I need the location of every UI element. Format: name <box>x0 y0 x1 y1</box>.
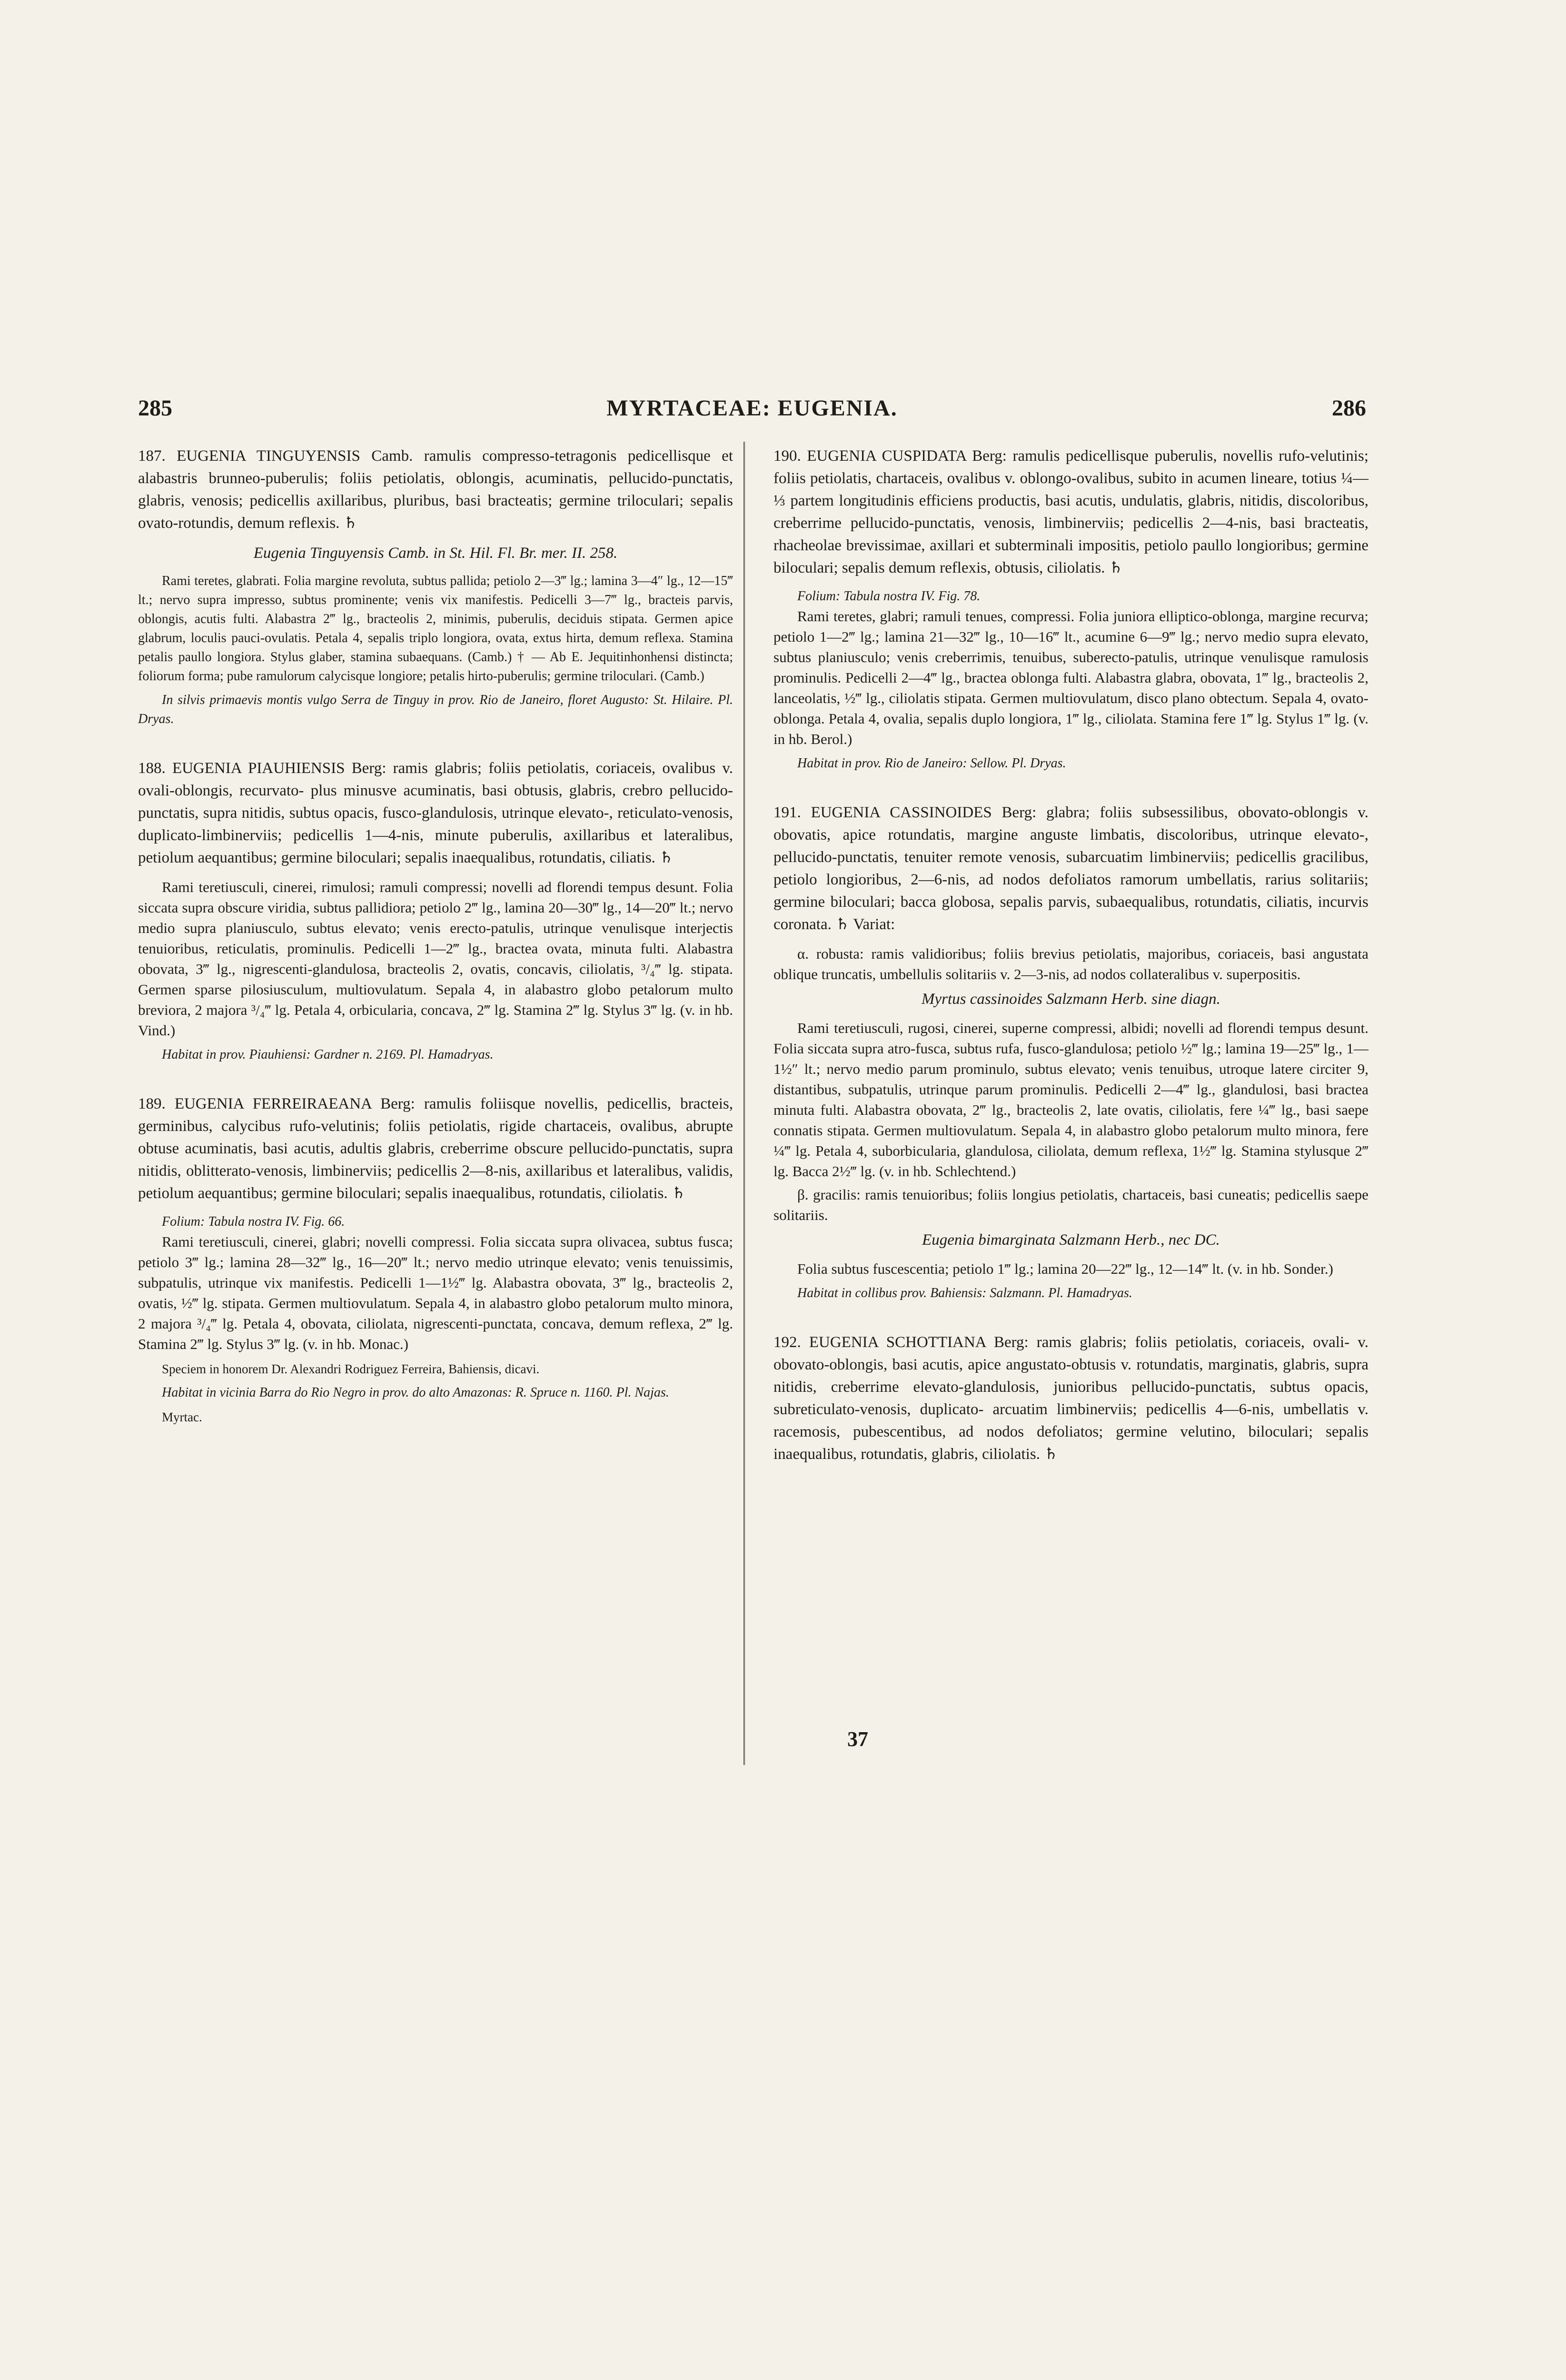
species-191-description: Rami teretiusculi, rugosi, cinerei, superne compressi, albidi; novelli ad florendi tempus desunt. Folia siccata supra atro-fusca, subtus rufa, fusco-glandulosa; petiolo ½‴ lg.; lamina 19—25‴ lg., 1—1½″ lt.; nervo medio parum prominulo, subtus elevato; venis tenuibus, utroque latere circiter 9, distantibus, subpatulis, utrinque parum prominulis. Pedicelli 2—4‴ lg., glandulosi, basi bractea minuta fulti. Alabastra obovata, 2‴ lg., bracteolis 2, late ovatis, ciliolatis, fere ¼‴ lg., basi saepe connatis stipata. Germen multiovulatum. Sepala 4, in alabastro globo petalorum multo minora, fere ¼‴ lg. Petala 4, suborbicularia, glandulosa, ciliolata, demum reflexa, 1½‴ lg. Stamina stylusque 2‴ lg. Bacca 2½‴ lg. (v. in hb. Schlechtend.) <box>773 1020 1368 1180</box>
running-header <box>138 395 1366 433</box>
species-188-diagnosis: 188. EUGENIA PIAUHIENSIS Berg: ramis glabris; foliis petiolatis, coriaceis, ovalibus v. ovali-oblongis, recurvato- plus minusve acuminatis, basi obtusis, glabris, crebro pellucido-punctatis, supra nitidis, subtus opacis, fusco-glandulosis, utrinque elevato-, reticulato-venosis, duplicato-limbinerviis; pedicellis 1—4-nis, minute puberulis, axillaribus et lateralibus, petiolum aequantibus; germine biloculari; sepalis inaequalibus, rotundatis, ciliatis. ♄ <box>138 760 733 866</box>
gathering-signature: 37 <box>847 1727 868 1751</box>
species-188-description: Rami teretiusculi, cinerei, rimulosi; ramuli compressi; novelli ad florendi tempus desunt. Folia siccata supra obscure viridia, subtus pallidiora; petiolo 2‴ lg., lamina 20—30‴ lg., 14—20‴ lt.; nervo medio supra planiusculo, subtus elevato; venis erecto-patulis, utrinque venulisque interjectis tenuioribus, reticulatis, prominulis. Pedicelli 1—2‴ lg., bractea ovata, minuta fulti. Alabastra obovata, 3‴ lg., nigrescenti-glandulosa, bracteolis 2, ovatis, concavis, ciliolatis, ³/₄‴ lg. stipata. Germen sparse pilosiusculum, multiovulatum. Sepala 4, in alabastro globo petalorum multo breviora, 2 majora ³/₄‴ lg. Petala 4, orbicularia, concava, 2‴ lg. Stamina 2‴ lg. Stylus 3‴ lg. (v. in hb. Vind.) <box>138 879 733 1039</box>
species-191-variety-beta: β. gracilis: ramis tenuioribus; foliis longius petiolatis, chartaceis, basi cuneatis; pedicellis saepe solitariis. <box>773 1186 1368 1223</box>
species-189-description: Rami teretiusculi, cinerei, glabri; novelli compressi. Folia siccata supra olivacea, subtus fusca; petiolo 3‴ lg.; lamina 28—32‴ lg., 16—20‴ lt.; nervo medio utrinque elevato; venis tenuissimis, subpatulis, utrinque vix manifestis. Pedicelli 1—1½‴ lg. Alabastra obovata, 3‴ lg., bracteolis 2, ovatis, ½‴ lg. stipata. Germen multiovulatum. Sepala 4, in alabastro globo petalorum multo minora, 2 majora ³/₄‴ lg. Petala 4, obovata, ciliolata, nigrescenti-punctata, concava, demum reflexa, 2‴ lg. Stamina 2‴ lg. Stylus 3‴ lg. (v. in hb. Monac.) <box>138 1233 733 1352</box>
species-189-figure-ref: Folium: Tabula nostra IV. Fig. 66. <box>162 1214 345 1229</box>
page-number-right: 286 <box>1332 396 1366 421</box>
species-191-synonym-2: Eugenia bimarginata Salzmann Herb., nec DC. <box>922 1231 1220 1249</box>
species-190-figure-ref: Folium: Tabula nostra IV. Fig. 78. <box>797 589 981 604</box>
species-189-dedication: Speciem in honorem Dr. Alexandri Rodriguez Ferreira, Bahiensis, dicavi. <box>162 1362 540 1376</box>
species-190-description: Rami teretes, glabri; ramuli tenues, compressi. Folia juniora elliptico-oblonga, margine recurva; petiolo 1—2‴ lg.; lamina 21—32‴ lg., 10—16‴ lt., acumine 6—9‴ lg.; nervo medio supra elevato, subtus planiusculo; venis creberrimis, tenuibus, suberecto-patulis, utrinque venulisque ramulosis prominulis. Pedicelli 2—4‴ lg., bractea oblonga fulti. Alabastra glabra, obovata, 1‴ lg., bracteolis 2, lanceolatis, ½‴ lg., ciliolatis stipata. Germen multiovulatum, disco plano obtectum. Sepala 4, ovato-oblonga. Petala 4, ovalia, sepalis duplo longiora, 1‴ lg., ciliolata. Stamina fere 1‴ lg. Stylus 1‴ lg. (v. in hb. Berol.) <box>773 608 1368 747</box>
species-187-habitat: In silvis primaevis montis vulgo Serra de Tinguy in prov. Rio de Janeiro, floret Augusto: St. Hilaire. Pl. Dryas. <box>138 693 733 726</box>
page-number-left: 285 <box>138 396 172 421</box>
species-191-description-2: Folia subtus fuscescentia; petiolo 1‴ lg.; lamina 20—22‴ lg., 12—14‴ lt. (v. in hb. Sonder.) <box>797 1260 1333 1277</box>
species-187-description: Rami teretes, glabrati. Folia margine revoluta, subtus pallida; petiolo 2—3‴ lg.; lamina 3—4″ lg., 12—15‴ lt.; nervo supra impresso, subtus prominente; venis vix manifestis. Pedicelli 3—7‴ lg., bracteis parvis, oblongis, acutis fulti. Alabastra 2‴ lg., bracteolis 2, minimis, puberulis, deciduis stipata. Germen apice glabrum, loculis pauci-ovulatis. Petala 4, sepalis triplo longiora, ovata, extus hirta, demum reflexa. Stamina petalis paullo longiora. Stylus glaber, stamina subaequans. (Camb.) † — Ab E. Jequitinhonhensi distincta; foliorum forma; pube ramulorum calycisque longiore; petalis hirto-puberulis; germine triloculari. (Camb.) <box>138 574 733 684</box>
species-192-diagnosis: 192. EUGENIA SCHOTTIANA Berg: ramis glabris; foliis petiolatis, coriaceis, ovali- v. obovato-oblongis, basi acutis, apice angustato-obtusis v. rotundatis, marginatis, glabris, supra nitidis, creberrime elevato-glandulosis, junioribus pellucido-punctatis, subtus opacis, subreticulato-venosis, duplicato- arcuatim limbinerviis; pedicellis 4—6-nis, umbellatis v. racemosis, pubescentibus, ad nodos defoliatos; germine velutino, biloculari; sepalis inaequalibus, rotundatis, glabris, ciliolatis. ♄ <box>773 1334 1368 1463</box>
species-191-variety-alpha: α. robusta: ramis validioribus; foliis brevius petiolatis, majoribus, coriaceis, basi angustata oblique truncatis, umbellulis solitariis v. 2—3-nis, ad nodos collateralibus v. superpositis. <box>773 945 1368 982</box>
species-187-synonym: Eugenia Tinguyensis Camb. in St. Hil. Fl. Br. mer. II. 258. <box>253 545 618 562</box>
running-title: MYRTACEAE: EUGENIA. <box>606 396 898 421</box>
species-191-synonym: Myrtus cassinoides Salzmann Herb. sine diagn. <box>922 991 1220 1008</box>
column-divider <box>743 442 745 1765</box>
species-187-diagnosis: 187. EUGENIA TINGUYENSIS Camb. ramulis compresso-tetragonis pedicellisque et alabastris brunneo-puberulis; foliis petiolatis, oblongis, acuminatis, pellucido-punctatis, glabris, venosis; pedicellis axillaribus, pluribus, basi bracteatis; germine triloculari; sepalis ovato-rotundis, demum reflexis. ♄ <box>138 447 733 532</box>
species-190-habitat: Habitat in prov. Rio de Janeiro: Sellow. Pl. Dryas. <box>797 756 1066 771</box>
species-189-diagnosis: 189. EUGENIA FERREIRAEANA Berg: ramulis foliisque novellis, pedicellis, bracteis, germinibus, calycibus rufo-velutinis; foliis petiolatis, rigide chartaceis, ovalibus, abrupte obtuse acuminatis, basi acutis, adultis glabris, creberrime obscure pellucido-punctatis, supra nitidis, oblitterato-venosis, limbinerviis; pedicellis 2—8-nis, axillaribus et lateralibus, validis, petiolum aequantibus; germine biloculari; sepalis inaequalibus, rotundatis, ciliolatis. ♄ <box>138 1095 733 1202</box>
species-189-habitat: Habitat in vicinia Barra do Rio Negro in prov. do alto Amazonas: R. Spruce n. 1160. Pl. Najas. <box>162 1385 669 1400</box>
species-191-habitat: Habitat in collibus prov. Bahiensis: Salzmann. Pl. Hamadryas. <box>797 1286 1132 1300</box>
right-column <box>773 445 1368 1473</box>
left-column <box>138 445 733 1427</box>
species-188-habitat: Habitat in prov. Piauhiensi: Gardner n. 2169. Pl. Hamadryas. <box>162 1047 494 1062</box>
signature-mark: Myrtac. <box>162 1410 202 1424</box>
species-191-diagnosis: 191. EUGENIA CASSINOIDES Berg: glabra; foliis subsessilibus, obovato-oblongis v. obovatis, apice rotundatis, margine anguste limbatis, discoloribus, utrinque elevato-, pellucido-punctatis, tenuiter remote venosis, subarcuatim limbinerviis; pedicellis gracilibus, petiolo longioribus, 2—6-nis, ad nodos defoliatos ramorum umbellatis, rarius solitariis; germine biloculari; bacca globosa, sepalis parvis, subaequalibus, rotundatis, ciliatis, incurvis coronata. ♄ Variat: <box>773 804 1368 933</box>
species-190-diagnosis: 190. EUGENIA CUSPIDATA Berg: ramulis pedicellisque puberulis, novellis rufo-velutinis; foliis petiolatis, chartaceis, ovalibus v. oblongo-ovalibus, subito in acumen lineare, totius ¼—⅓ partem longitudinis efficiens productis, basi acutis, undulatis, glabris, nitidis, discoloribus, creberrime pellucido-punctatis, venosis, limbinerviis; pedicellis 2—4-nis, basi bracteatis, rhacheolae brevissimae, axillari et subterminali impositis, petiolo paullo longioribus; germine biloculari; sepalis demum reflexis, obtusis, ciliolatis. ♄ <box>773 447 1368 576</box>
